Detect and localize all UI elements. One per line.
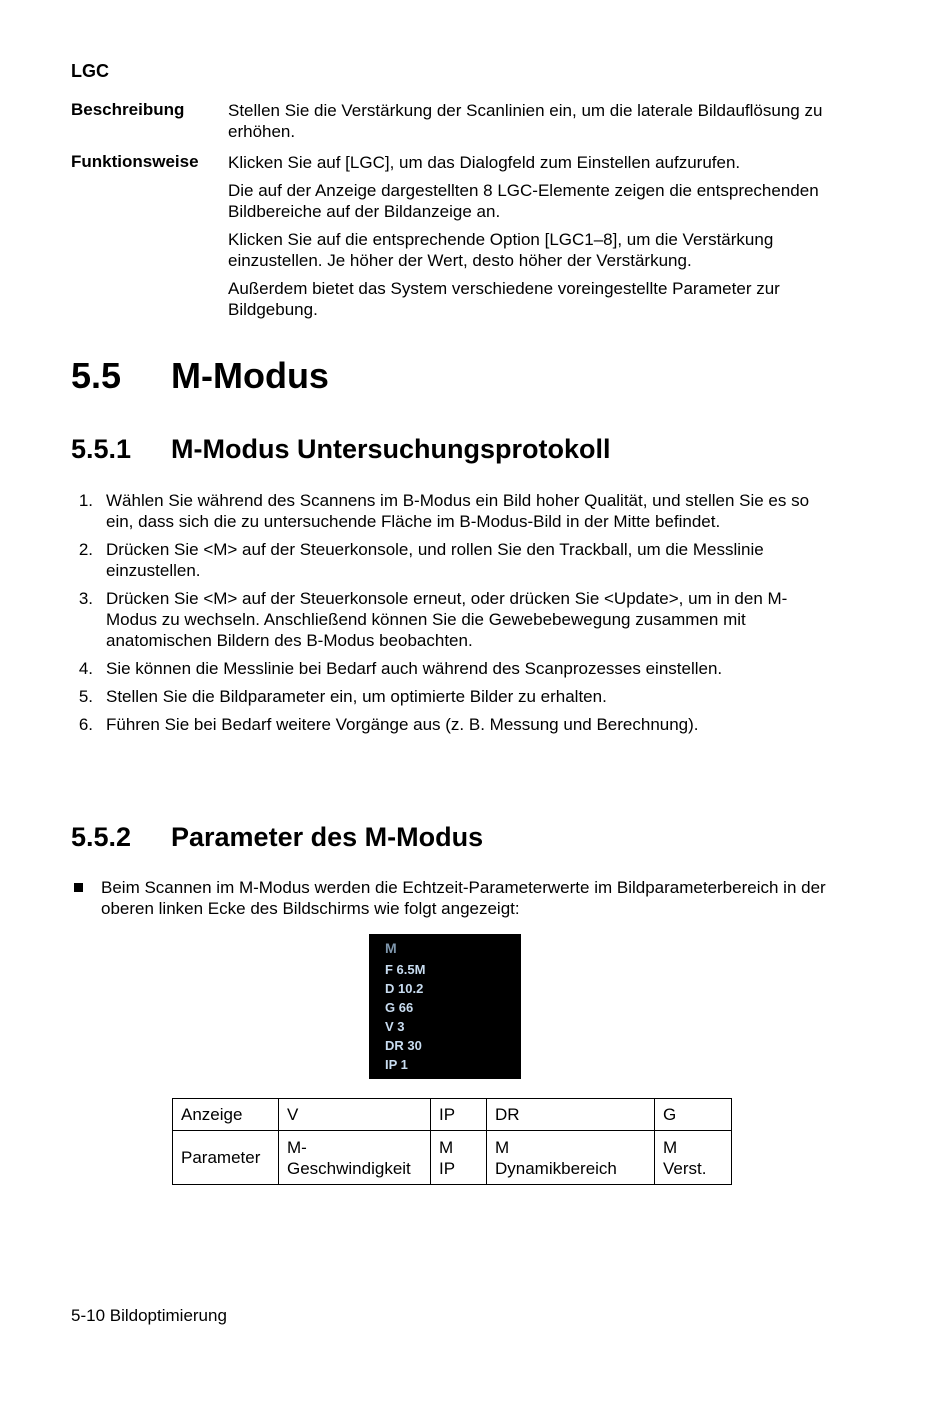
funktionsweise-paragraph-3: Klicken Sie auf die entsprechende Option [LGC1–8], um die Verstärkung einzustellen. Je höher der Wert, desto höher der Verstärkung. xyxy=(228,230,774,270)
beschreibung-label: Beschreibung xyxy=(71,100,185,119)
step-text: Wählen Sie während des Scannens im B-Modus ein Bild hoher Qualität, und stellen Sie es so ein, dass sich die zu untersuchende Fläche im B-Modus-Bild in der Mitte befindet. xyxy=(106,491,810,531)
table-cell: M Dynamikbereich xyxy=(487,1131,655,1185)
page-footer: 5-10 Bildoptimierung xyxy=(71,1306,227,1325)
section-title: Parameter des M-Modus xyxy=(171,822,484,852)
section-title: M-Modus Untersuchungsprotokoll xyxy=(171,434,611,464)
bullet-square-icon xyxy=(74,883,83,892)
funktionsweise-paragraph-4: Außerdem bietet das System verschiedene voreingestellte Parameter zur Bildgebung. xyxy=(228,279,780,319)
table-cell: M Verst. xyxy=(655,1131,732,1185)
step-number: 6. xyxy=(78,715,93,734)
funktionsweise-label: Funktionsweise xyxy=(71,152,199,171)
table-row xyxy=(173,1099,732,1131)
step-number: 2. xyxy=(78,540,93,559)
step-text: Drücken Sie <M> auf der Steuerkonsole, und rollen Sie den Trackball, um die Messlinie einzustellen. xyxy=(106,540,764,580)
table-cell: G xyxy=(655,1099,732,1131)
step-text: Sie können die Messlinie bei Bedarf auch während des Scanprozesses einstellen. xyxy=(106,659,723,678)
lgc-heading: LGC xyxy=(71,61,109,81)
table-cell: IP xyxy=(431,1099,487,1131)
screen-param-line: F 6.5M xyxy=(385,962,426,977)
funktionsweise-paragraph-1: Klicken Sie auf [LGC], um das Dialogfeld zum Einstellen aufzurufen. xyxy=(228,153,741,172)
section-5-5-1-heading xyxy=(71,434,610,465)
screen-mode-label: M xyxy=(385,940,397,956)
parameter-screen-image xyxy=(369,934,521,1079)
parameter-table xyxy=(172,1098,732,1185)
section-number: 5.5.1 xyxy=(71,434,132,464)
section-5-5-heading xyxy=(71,355,329,397)
table-cell: Parameter xyxy=(173,1131,279,1185)
table-cell: M IP xyxy=(431,1131,487,1185)
table-cell: V xyxy=(279,1099,431,1131)
table-row xyxy=(173,1131,732,1185)
step-text: Stellen Sie die Bildparameter ein, um optimierte Bilder zu erhalten. xyxy=(106,687,607,706)
table-cell: Anzeige xyxy=(173,1099,279,1131)
bullet-text: Beim Scannen im M-Modus werden die Echtzeit-Parameterwerte im Bildparameterbereich in der oberen linken Ecke des Bildschirms wie folgt angezeigt: xyxy=(101,878,826,918)
section-number: 5.5.2 xyxy=(71,822,132,852)
section-5-5-2-heading xyxy=(71,822,483,853)
beschreibung-text: Stellen Sie die Verstärkung der Scanlinien ein, um die laterale Bildauflösung zu erhöhen. xyxy=(228,101,823,141)
screen-param-line: D 10.2 xyxy=(385,981,424,996)
screen-param-line: DR 30 xyxy=(385,1038,422,1053)
section-number: 5.5 xyxy=(71,355,122,396)
screen-param-line: IP 1 xyxy=(385,1057,408,1072)
table-cell: DR xyxy=(487,1099,655,1131)
table-cell: M- Geschwindigkeit xyxy=(279,1131,431,1185)
funktionsweise-paragraph-2: Die auf der Anzeige dargestellten 8 LGC-Elemente zeigen die entsprechenden Bildbereiche auf der Bildanzeige an. xyxy=(228,181,819,221)
screen-param-line: G 66 xyxy=(385,1000,414,1015)
screen-param-line: V 3 xyxy=(385,1019,405,1034)
step-text: Führen Sie bei Bedarf weitere Vorgänge aus (z. B. Messung und Berechnung). xyxy=(106,715,699,734)
step-number: 4. xyxy=(78,659,93,678)
step-number: 5. xyxy=(78,687,93,706)
step-number: 1. xyxy=(78,491,93,510)
step-text: Drücken Sie <M> auf der Steuerkonsole erneut, oder drücken Sie <Update>, um in den M-Modus zu wechseln. Anschließend können Sie die Gewebebewegung zusammen mit anatomischen Bildern des B-Modus beobachten. xyxy=(106,589,788,650)
step-number: 3. xyxy=(78,589,93,608)
section-title: M-Modus xyxy=(171,355,329,396)
